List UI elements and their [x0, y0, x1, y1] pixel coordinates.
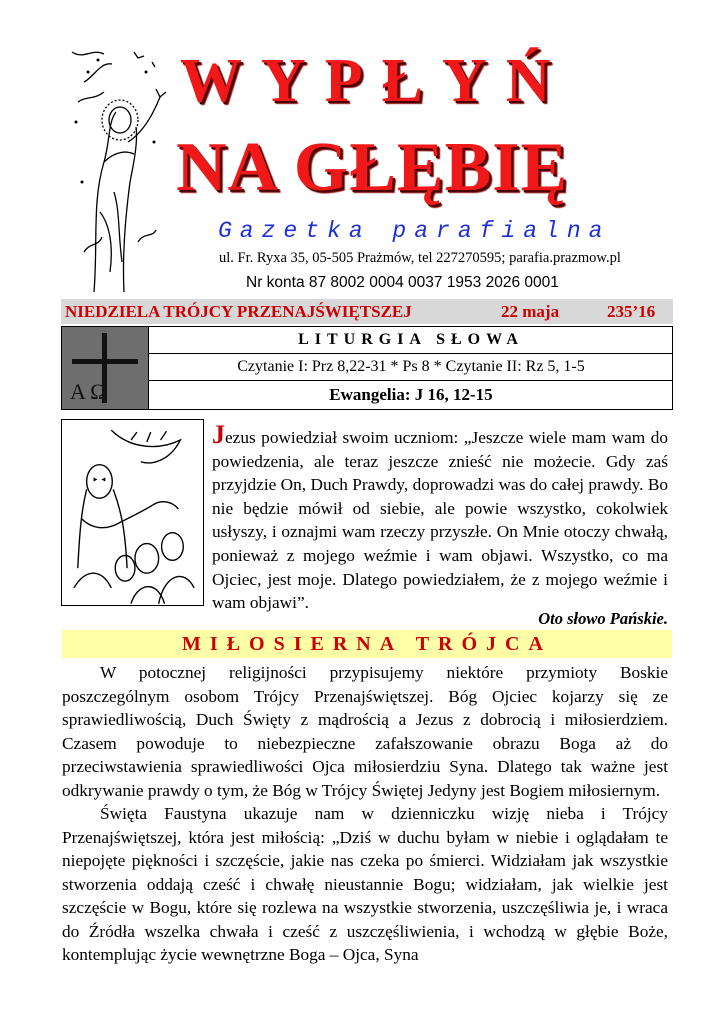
gospel-dropcap: J — [212, 420, 225, 449]
gospel-closing: Oto słowo Pańskie. — [538, 609, 668, 628]
liturgy-table — [61, 326, 673, 410]
article-title: MIŁOSIERNA TRÓJCA — [62, 630, 672, 658]
masthead-title-line1: WYPŁYŃ — [180, 47, 570, 115]
bank-account: Nr konta 87 8002 0004 0037 1953 2026 0001 — [246, 274, 559, 291]
saint-francis-illustration — [64, 42, 174, 292]
alpha-omega-glyphs: A Ω — [70, 379, 107, 404]
issue-header-bar — [61, 299, 673, 324]
feast-name: NIEDZIELA TRÓJCY PRZENAJŚWIĘTSZEJ — [65, 302, 412, 321]
article-paragraph-1: W potocznej religijności przypisujemy niektóre przymioty Boskie poszczególnym osobom Trójcy Przenajświętszej. Bóg Ojciec kojarzy się ze sprawiedliwością, Duch Święty z mądrością a Jezus z dobrocią i miłosierdziem. Czasem powoduje to niebezpieczne zafałszowanie obrazu Boga aż do przeciwstawienia sprawiedliwości Ojca miłosierdziu Syna. Dlatego tak ważne jest odkrywanie prawdy o tym, że Bóg w Trójcy Świętej Jedyny jest Bogiem miłosiernym. — [62, 663, 668, 800]
gospel-body: ezus powiedział swoim uczniom: „Jeszcze wiele mam wam do powiedzenia, ale teraz jeszcze znieść nie możecie. Gdy zaś przyjdzie On, Duch Prawdy, doprowadzi was do całej prawdy. Bo nie będzie mówił od siebie, ale powie wszystko, cokolwiek usłyszy, i oznajmi wam rzeczy przyszłe. On Mnie otoczy chwałą, ponieważ z mojego weźmie i wam objawi. Wszystko, co ma Ojciec, jest moje. Dlatego powiedziałem, że z mojego weźmie i wam objawi”. — [212, 428, 668, 613]
parish-address: ul. Fr. Ryxa 35, 05-505 Prażmów, tel 227270595; parafia.prazmow.pl — [219, 250, 621, 266]
jesus-disciples-illustration — [61, 419, 204, 606]
article-paragraph-2: Święta Faustyna ukazuje nam w dzienniczku wizję nieba i Trójcy Przenajświętszej, która jest miłością: „Dziś w duchu byłam w niebie i oglądałam te niepojęte piękności i szczęście, jakie nas czeka po śmierci. Widziałam jak wszystkie stworzenia oddają cześć i chwałę nieustannie Bogu; widziałam, jak wielkie jest szczęście w Bogu, które się rozlewa na wszystkie stworzenia, uszczęśliwia je, i wraca do Źródła wszelka chwała i cześć z uszczęśliwienia, i wchodzą w głębie Boże, kontemplując życie wewnętrzne Boga – Ojca, Syna — [62, 804, 668, 964]
gospel-text — [212, 422, 668, 615]
masthead-title-line2: NA GŁĘBIĘ — [176, 129, 569, 206]
issue-date: 22 maja — [501, 302, 560, 321]
cross-alpha-omega-icon — [62, 327, 148, 409]
masthead-subtitle: Gazetka parafialna — [218, 218, 611, 244]
gospel-reference: Ewangelia: J 16, 12-15 — [148, 381, 673, 409]
liturgy-readings: Czytanie I: Prz 8,22-31 * Ps 8 * Czytanie II: Rz 5, 1-5 — [148, 354, 673, 381]
article-body — [62, 661, 668, 967]
issue-number: 235’16 — [607, 302, 656, 321]
liturgy-heading: LITURGIA SŁOWA — [148, 327, 673, 354]
